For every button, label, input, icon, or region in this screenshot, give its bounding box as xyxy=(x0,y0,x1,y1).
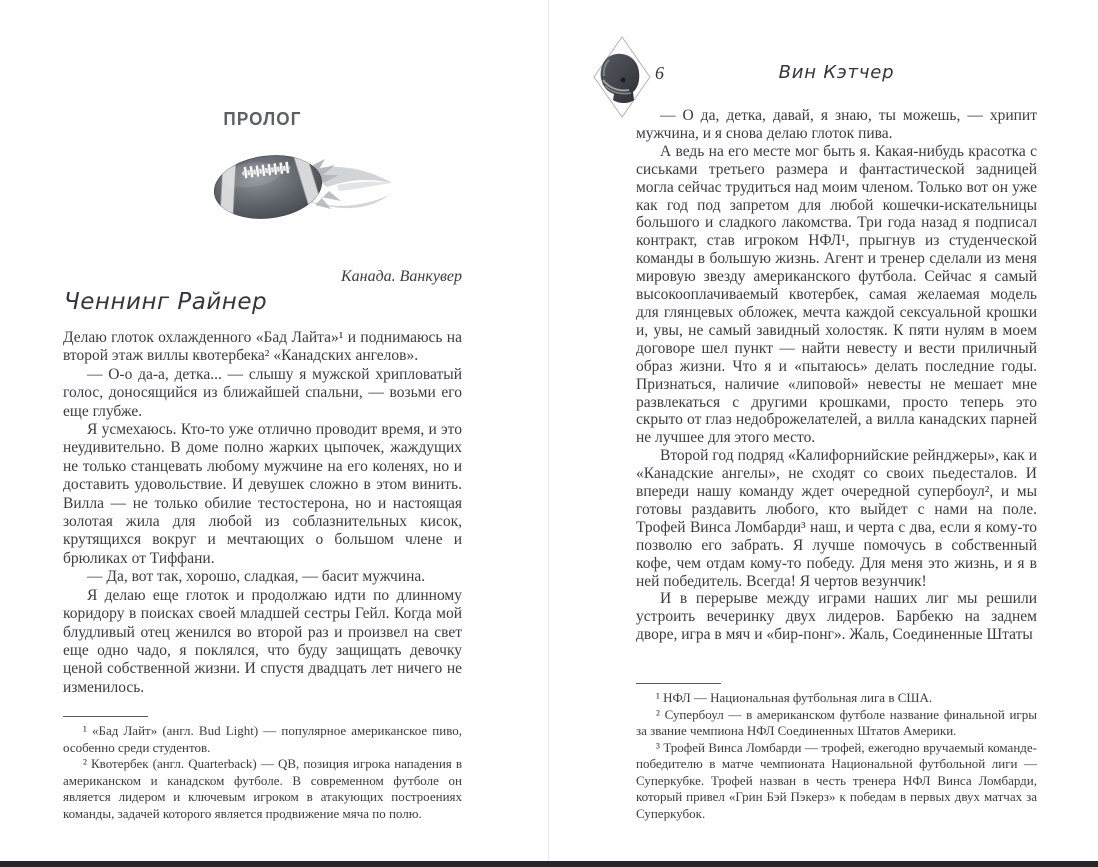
footnote: ² Супербоул — в американском футболе название финальной игры за звание чемпиона НФЛ Соединенных Штатов Америки. xyxy=(636,706,1037,738)
paragraph: — О-о да-а, детка... — слышу я мужской хрипловатый голос, доносящийся из ближайшей спальни, — возьми его еще глубже. xyxy=(63,365,462,420)
chapter-author-heading: Ченнинг Райнер xyxy=(64,289,268,315)
left-body-text xyxy=(63,329,462,711)
left-footnote-list xyxy=(63,723,462,822)
left-text-column xyxy=(63,0,462,861)
running-head: Вин Кэтчер xyxy=(778,62,895,83)
window-edge-bar xyxy=(0,861,1098,867)
page-right xyxy=(549,0,1098,861)
page-left xyxy=(0,0,548,861)
chapter-title: ПРОЛОГ xyxy=(223,109,302,129)
page-number: 6 xyxy=(655,63,664,83)
paragraph: Я делаю еще глоток и продолжаю идти по длинному коридору в поисках своей младшей сестры Гейл. Когда мой блудливый отец женился во второй раз и произвел на свет еще одно чадо, я поклялся, что буду защищать девочку ценой собственной жизни. И спустя двадцать лет ничего не изменилось. xyxy=(63,586,462,696)
right-footnotes xyxy=(636,683,1037,822)
right-footnote-list xyxy=(636,690,1037,822)
left-footnotes xyxy=(63,716,462,822)
footnote: ³ Трофей Винса Ломбарди — трофей, ежегодно вручаемый команде-победителю в матче чемпионата Национальной футбольной лиги — Суперкубке. Трофей назван в честь тренера НФЛ Винса Ломбарди, который привел «Грин Бэй Пэкерз» к победам в первых двух матчах за Суперкубок. xyxy=(636,739,1037,821)
footnote: ¹ «Бад Лайт» (англ. Bud Light) — популярное американское пиво, особенно среди студентов. xyxy=(63,723,462,755)
paragraph: — О да, детка, давай, я знаю, ты можешь, — хрипит мужчина, и я снова делаю глоток пива. xyxy=(636,107,1037,142)
paragraph: Второй год подряд «Калифорнийские рейнджеры», как и «Канадские ангелы», не сходят со своих пьедесталов. И впереди нашу команду ждет очередной супербоул², и мы готовы раздавить любого, кто выйдет с нами на поле. Трофей Винса Ломбарди³ наш, и черта с два, если я кому-то позволю его забрать. Я лучше помочусь в собственный кофе, чем отдам кому-то победу. Для меня это жизнь, и я в ней победитель. Всегда! Я чертов везунчик! xyxy=(636,447,1037,590)
footnote-separator xyxy=(636,683,721,684)
page-divider xyxy=(548,0,549,861)
paragraph: — Да, вот так, хорошо, сладкая, — басит мужчина. xyxy=(87,568,426,586)
footnote: ² Квотербек (англ. Quarterback) — QB, позиция игрока нападения в американском и канадском футболе. В современном футболе он является лидером и ключевым игроком в атакующих построениях команды, задачей которого является продвижение мяча по полю. xyxy=(63,756,462,821)
paragraph: Делаю глоток охлажденного «Бад Лайта»¹ и поднимаюсь на второй этаж виллы квотербека² «Канадских ангелов». xyxy=(63,329,462,365)
paragraph: Я усмехаюсь. Кто-то уже отлично проводит время, и это неудивительно. В доме полно жарких цыпочек, жаждущих не только станцевать любому мужчине на его коленях, но и доставить удовольствие. И девушек сложно в этом винить. Вилла — не только обилие тестостерона, но и настоящая золотая жила для любой из соблазнительных кисок, крутящихся вокруг и мечтающих о большом члене и брюликах от Тиффани. xyxy=(63,421,462,567)
footnote-separator xyxy=(63,716,148,717)
right-body-text xyxy=(636,107,1037,673)
football-flame-icon xyxy=(211,145,393,225)
paragraph: А ведь на его месте мог быть я. Какая-нибудь красотка с сиськами третьего размера и фантастической задницей могла сейчас трудиться над моим членом. Только вот он уже как год под запретом для любой кошечки-искательницы большого и сладкого лакомства. Три года назад я подписал контракт, став игроком НФЛ¹, прыгнув из студенческой команды в большую жизнь. Агент и тренер сделали из меня мировую звезду американского футбола. Сейчас я самый высокооплачиваемый квотербек, самая желаемая модель для глянцевых обложек, мечта каждой сексуальной крошки и, увы, не самый завидный холостяк. К пяти нулям в моем договоре шел пункт — найти невесту и вести приличный образ жизни. Что я и «пытаюсь» делать последние годы. Признаться, наличие «липовой» невесты не мешает мне развлекаться с другими крошками, просто теперь это скрыто от глаз недоброжелателей, а вилла канадских парней не лучшее для этого место. xyxy=(636,142,1037,447)
dateline: Канада. Ванкувер xyxy=(341,268,462,285)
footnote: ¹ НФЛ — Национальная футбольная лига в США. xyxy=(656,690,933,705)
paragraph: И в перерыве между играми наших лиг мы решили устроить вечеринку двух лидеров. Барбекю на заднем дворе, игра в мяч и «бир-понг». Жаль, Соединенные Штаты xyxy=(636,590,1037,644)
right-text-column xyxy=(636,0,1037,861)
